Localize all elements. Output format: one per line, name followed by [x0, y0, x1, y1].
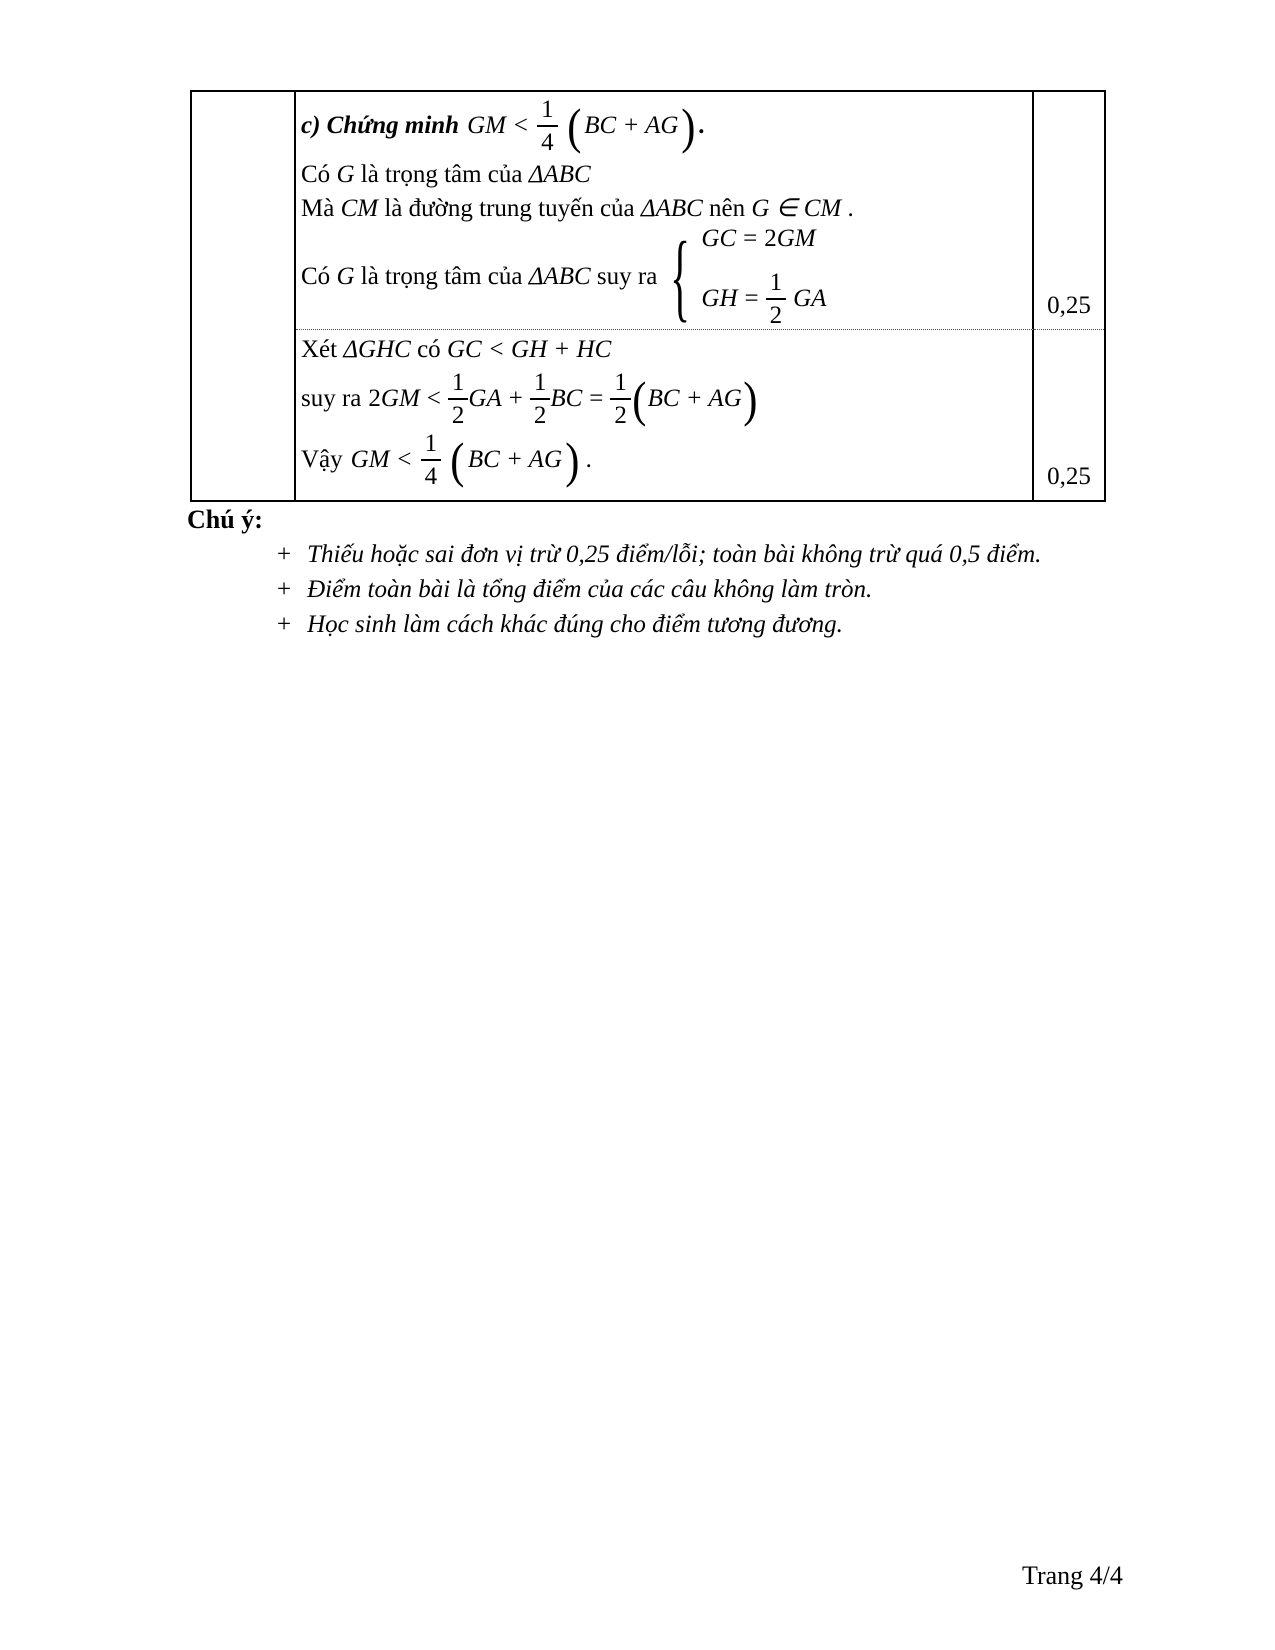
solution-line [301, 332, 1028, 368]
conclusion-line [301, 430, 1028, 490]
open-paren: ( [632, 371, 647, 427]
fraction-denominator: 2 [769, 302, 783, 329]
math-term [610, 369, 758, 429]
part-c-label: c) Chứng minh [301, 112, 460, 139]
bullet-plus: + [277, 576, 292, 603]
notes-heading: Chú ý: [187, 505, 263, 534]
equals-sign: = [743, 225, 758, 252]
math-var: ΔABC [528, 161, 591, 188]
fraction-numerator: 1 [766, 269, 787, 300]
math-expression: BC + AG [647, 385, 742, 412]
fraction-one-fourth [421, 430, 442, 490]
text-run: Có [301, 161, 331, 188]
statement-line [301, 94, 1028, 158]
points-value: 0,25 [1047, 463, 1091, 490]
text-run-group [301, 260, 657, 294]
coefficient: 2 [764, 225, 777, 252]
math-var: BC [550, 385, 583, 412]
text-run: Vậy [301, 446, 343, 473]
points-cell [1034, 92, 1104, 330]
fraction-numerator: 1 [421, 430, 442, 461]
math-expression: G ∈ CM [751, 195, 842, 222]
math-term [448, 369, 502, 429]
text-run: là trọng tâm của [360, 161, 523, 188]
text-run: có [417, 336, 441, 363]
math-expression: GC < GH + HC [446, 336, 612, 363]
equals-sign: = [744, 285, 759, 312]
period: . [847, 195, 854, 222]
math-expression: GM < [350, 446, 413, 473]
equation [701, 269, 826, 329]
solution-line [301, 192, 1028, 226]
math-term [530, 369, 582, 429]
close-paren: ) [565, 432, 580, 488]
math-var: GC [701, 225, 737, 252]
text-run: Xét [301, 336, 338, 363]
text-run: Có [301, 263, 331, 290]
close-paren: ) [743, 371, 758, 427]
parenthesized-expression [566, 98, 706, 154]
math-expression: BC + AG [584, 112, 679, 139]
answer-key-table [190, 90, 1106, 502]
fraction-numerator: 1 [448, 369, 469, 400]
solution-line [301, 368, 1028, 430]
math-term [368, 385, 419, 413]
solution-line [301, 158, 1028, 192]
bullet-plus: + [277, 611, 292, 638]
note-text: Điểm toàn bài là tổng điểm của các câu không làm tròn. [307, 576, 873, 603]
fraction-denominator: 2 [614, 402, 627, 429]
math-expression: GM < [467, 112, 530, 139]
solution-line-with-system [301, 221, 1028, 331]
text-run: nên [709, 195, 746, 222]
math-var: G [336, 161, 355, 188]
math-var: CM [340, 195, 379, 222]
equation [701, 225, 826, 253]
period: . [585, 446, 592, 473]
fraction-one-half [610, 369, 631, 429]
system-brace: { [670, 221, 691, 331]
fraction-one-fourth [537, 96, 558, 156]
question-number-cell [192, 92, 296, 500]
equation-system [701, 225, 826, 329]
math-var: ΔABC [640, 195, 703, 222]
page-number: Trang 4/4 [1022, 1561, 1123, 1590]
text-run: Mà [301, 195, 335, 222]
fraction-one-half [448, 369, 469, 429]
math-var: GA [793, 285, 827, 312]
fraction-one-half [530, 369, 551, 429]
points-value: 0,25 [1047, 292, 1091, 319]
fraction-denominator: 4 [541, 129, 554, 156]
math-var: G [336, 263, 355, 290]
note-text: Thiếu hoặc sai đơn vị trừ 0,25 điểm/lỗi; toàn bài không trừ quá 0,5 điểm. [307, 541, 1042, 568]
math-var: GM [380, 385, 420, 412]
fraction-denominator: 4 [424, 463, 438, 490]
less-than-sign: < [426, 385, 441, 412]
fraction-numerator: 1 [610, 369, 631, 400]
math-expression: BC + AG [467, 446, 563, 473]
equals-sign: = [589, 385, 604, 412]
note-item [277, 575, 1087, 605]
points-cell [1034, 330, 1104, 500]
text-run: suy ra [596, 263, 658, 290]
solution-cell-part-c-continued [296, 330, 1034, 500]
fraction-denominator: 2 [533, 402, 547, 429]
solution-cell-part-c [296, 92, 1034, 330]
text-run: là trọng tâm của [360, 263, 523, 290]
fraction-denominator: 2 [451, 402, 465, 429]
text-run: suy ra [301, 385, 362, 412]
fraction-numerator: 1 [530, 369, 551, 400]
note-item [277, 540, 1087, 570]
fraction-numerator: 1 [537, 96, 558, 127]
period: . [699, 112, 706, 139]
math-var: ΔABC [528, 263, 591, 290]
bullet-plus: + [277, 541, 292, 568]
open-paren: ( [566, 98, 582, 154]
note-text: Học sinh làm cách khác đúng cho điểm tương đương. [307, 611, 843, 638]
open-paren: ( [450, 432, 465, 488]
math-var: GH [701, 285, 738, 312]
text-run: là đường trung tuyến của [384, 195, 635, 222]
coefficient: 2 [368, 385, 381, 412]
parenthesized-expression [449, 432, 592, 488]
note-item [277, 610, 1087, 640]
math-term [764, 225, 815, 253]
math-var: ΔGHC [343, 336, 411, 363]
math-var: GA [468, 385, 502, 412]
close-paren: ) [681, 98, 696, 154]
plus-sign: + [508, 385, 523, 412]
grading-notes [187, 505, 1087, 640]
fraction-one-half [766, 269, 787, 329]
math-var: GM [776, 225, 816, 252]
